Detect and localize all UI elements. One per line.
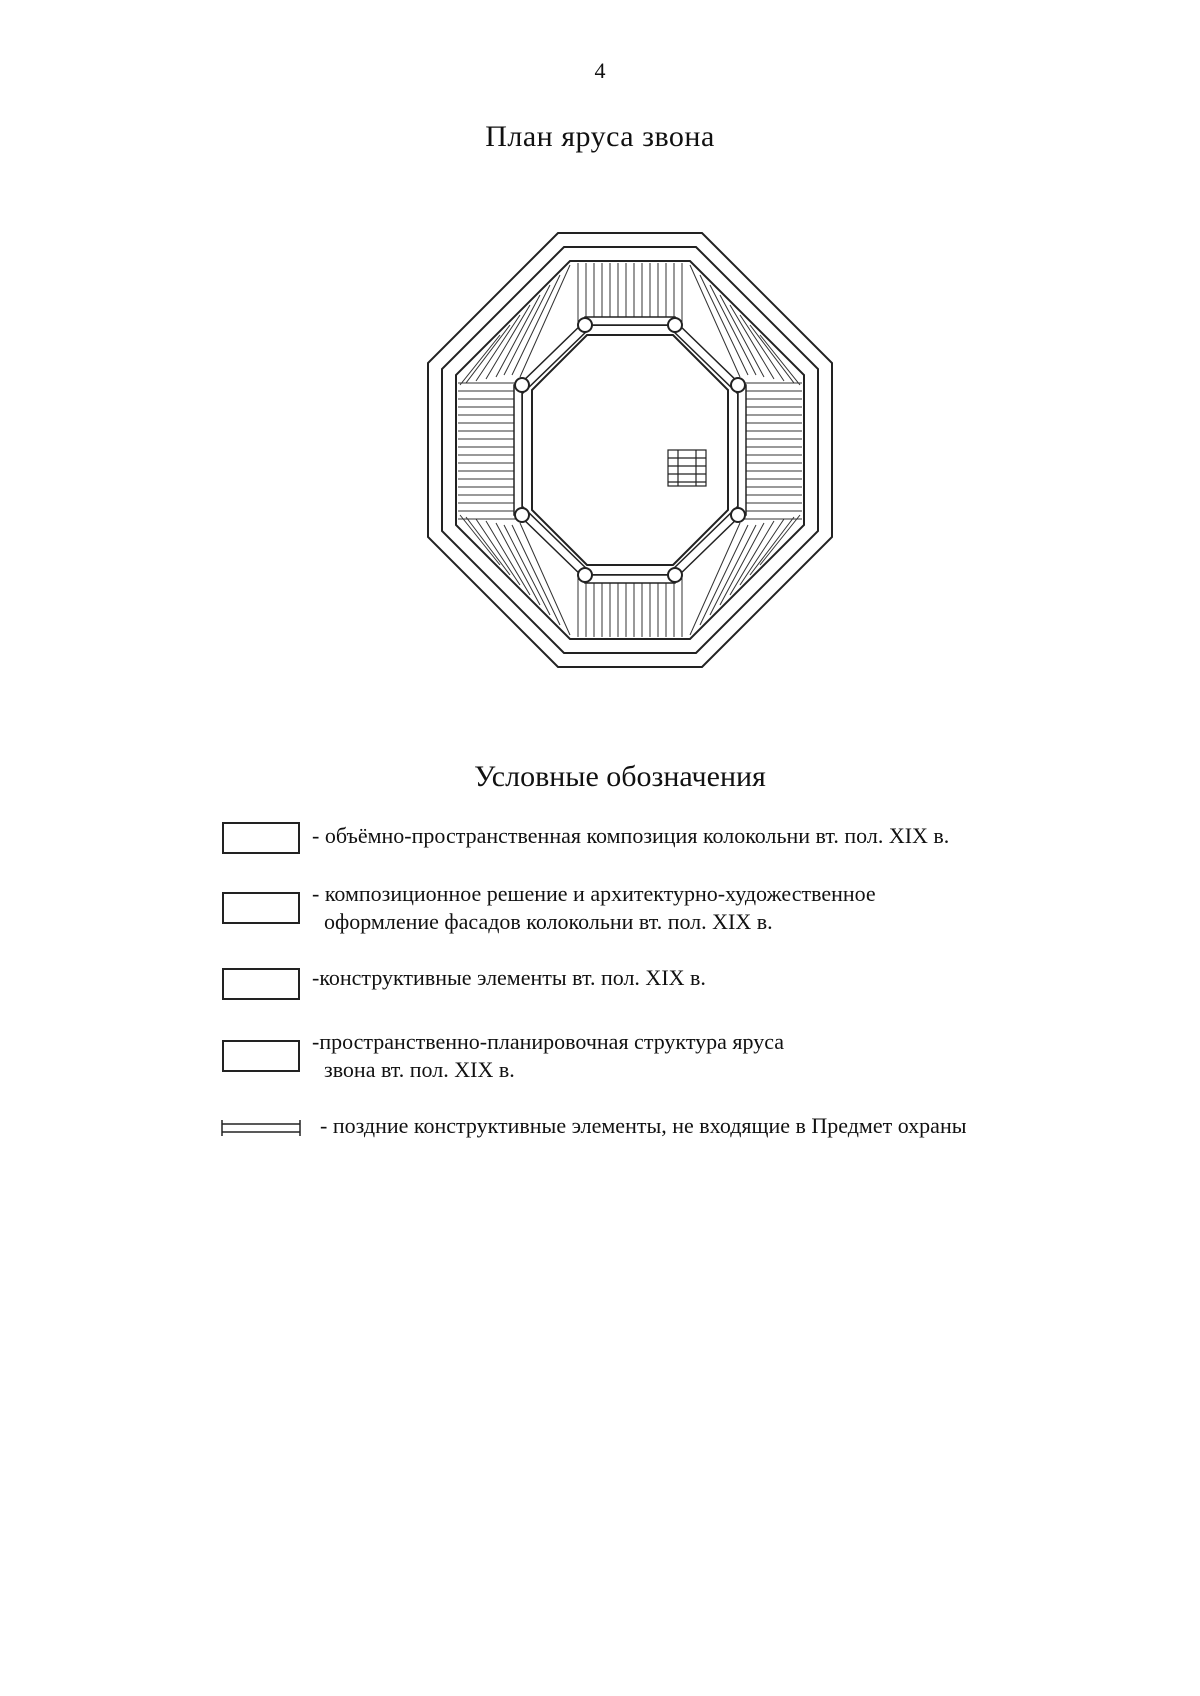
pillar [578,568,592,582]
legend-item-text: - композиционное решение и архитектурно-художественное [312,881,876,906]
bell-tier-plan-drawing [420,225,840,675]
legend-item-facade-design [312,880,876,936]
pillar [515,378,529,392]
legend-swatch-facade-design [222,892,300,924]
legend-item-spatial-structure [312,1028,784,1084]
pillar [515,508,529,522]
legend-item-text-line2: звона вт. пол. XIX в. [324,1057,515,1082]
pillar [731,378,745,392]
legend-item-late-elements [320,1112,967,1140]
page-number: 4 [594,58,606,83]
legend-title: Условные обозначения [474,760,766,793]
legend-item-text: -пространственно-планировочная структура яруса [312,1029,785,1054]
legend-item-text-line2: оформление фасадов колокольни вт. пол. XIX в. [324,909,773,934]
legend-item-structural-elements [312,964,706,992]
legend-item-volume-composition [312,822,949,850]
legend-item-text: - объёмно-пространственная композиция колокольни вт. пол. XIX в. [312,823,950,848]
pillar [668,568,682,582]
hatch-opening [668,450,706,486]
legend-item-text: - поздние конструктивные элементы, не входящие в Предмет охраны [320,1113,967,1138]
legend-swatch-structural-elements [222,968,300,1000]
pillar [668,318,682,332]
legend-swatch-late-elements [218,1118,304,1138]
pillar [578,318,592,332]
legend-item-text: -конструктивные элементы вт. пол. XIX в. [312,965,706,990]
page-title: План яруса звона [485,120,715,153]
pillar [731,508,745,522]
legend-swatch-spatial-structure [222,1040,300,1072]
legend-swatch-volume-composition [222,822,300,854]
